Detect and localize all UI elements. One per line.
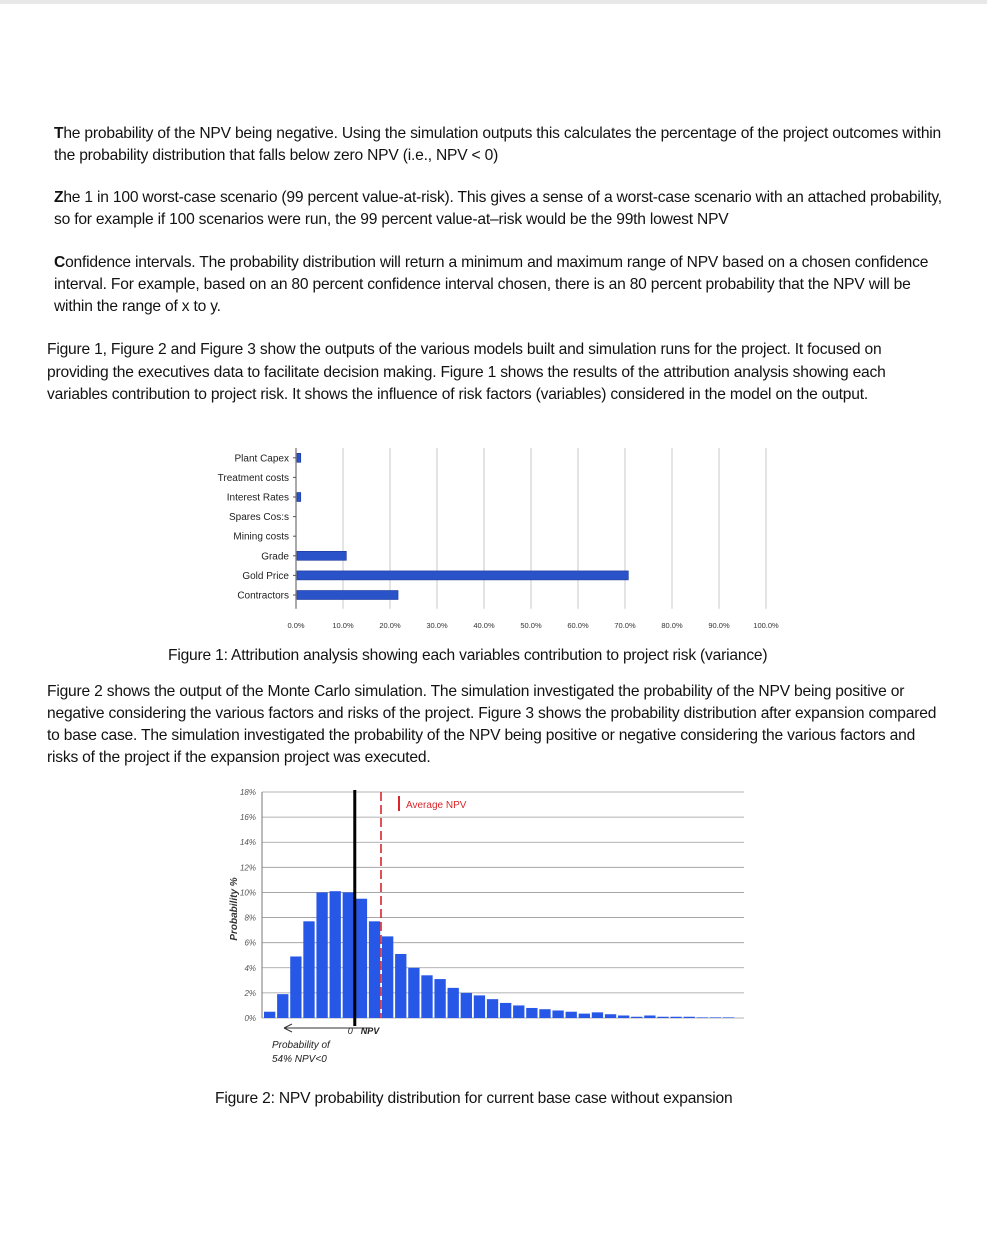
histogram-bar xyxy=(631,1017,642,1018)
bar-plant-capex xyxy=(297,453,301,462)
category-label: Spares Cos:s xyxy=(228,512,289,524)
annotation-line-1: Probability of xyxy=(272,1040,330,1051)
bullet-1-marker: T xyxy=(54,125,64,142)
histogram-bar xyxy=(697,1017,708,1018)
histogram-bar xyxy=(644,1015,655,1018)
y-tick-label: 8% xyxy=(244,913,256,923)
zero-label: 0 xyxy=(347,1026,353,1036)
y-tick-label: 6% xyxy=(244,938,256,948)
y-tick-label: 18% xyxy=(239,788,256,797)
category-label: Plant Capex xyxy=(234,453,289,465)
bullet-1 xyxy=(54,123,944,167)
y-tick-label: 14% xyxy=(239,838,256,848)
x-tick-label: 0.0% xyxy=(287,620,305,630)
bar-contractors xyxy=(297,591,398,600)
x-tick-label: 10.0% xyxy=(332,620,354,630)
x-tick-label: 30.0% xyxy=(426,620,448,630)
histogram-bar xyxy=(303,921,314,1018)
histogram-bar xyxy=(513,1005,524,1018)
histogram-bar xyxy=(290,956,301,1018)
x-tick-label: 100.0% xyxy=(753,620,779,630)
histogram-bar xyxy=(395,954,406,1018)
x-tick-label: 70.0% xyxy=(614,620,636,630)
histogram-bar xyxy=(657,1017,668,1018)
y-axis-label: Probability % xyxy=(229,877,240,941)
histogram-bar xyxy=(264,1012,275,1018)
x-tick-label: 20.0% xyxy=(379,620,401,630)
y-tick-label: 0% xyxy=(244,1014,256,1023)
bar-gold-price xyxy=(297,571,628,580)
histogram-bar xyxy=(723,1017,734,1018)
bullet-2-text: he 1 in 100 worst-case scenario (99 percent value-at-risk). This gives a sense of a worst-case scenario with an attached probability, so for example if 100 scenarios were run, the 99 percent value-at–risk would be the 99th lowest NPV xyxy=(54,189,942,228)
histogram-bar xyxy=(474,995,485,1018)
npv-label: NPV xyxy=(360,1026,380,1036)
y-tick-label: 4% xyxy=(244,963,256,973)
bullet-2-marker: Z xyxy=(54,189,64,206)
y-tick-label: 12% xyxy=(239,863,256,873)
histogram-bar xyxy=(382,936,393,1018)
histogram-bar xyxy=(592,1012,603,1018)
bullet-1-text: he probability of the NPV being negative. Using the simulation outputs this calculates the percentage of the project outcomes within the probability distribution that falls below zero NPV (i.e., NPV < 0) xyxy=(54,125,942,164)
histogram-bar xyxy=(579,1014,590,1018)
paragraph-1: Figure 1, Figure 2 and Figure 3 show the outputs of the various models built and simulation runs for the project. It focused on providing the executives data to facilitate decision making. Figure 1 shows the results of the attribution analysis showing each variables contribution to project risk. It shows the influence of risk factors (variables) considered in the model on the output. xyxy=(47,341,886,403)
histogram-bar xyxy=(434,979,445,1018)
category-label: Mining costs xyxy=(233,531,289,543)
histogram-bar xyxy=(461,993,472,1018)
histogram-bar xyxy=(566,1012,577,1018)
histogram-bar xyxy=(539,1009,550,1018)
bar-grade xyxy=(297,551,346,560)
page-top-edge xyxy=(0,0,987,4)
histogram-bar xyxy=(356,899,367,1018)
category-label: Gold Price xyxy=(242,570,289,582)
figure-2-npv-distribution-chart xyxy=(222,782,754,1072)
histogram-bar xyxy=(684,1017,695,1018)
histogram-bar xyxy=(618,1015,629,1018)
annotation-line-2: 54% NPV<0 xyxy=(272,1054,327,1065)
histogram-bar xyxy=(369,921,380,1018)
histogram-bar xyxy=(421,975,432,1018)
bullet-3-marker: C xyxy=(54,254,66,271)
histogram-bar xyxy=(710,1017,721,1018)
histogram-bar xyxy=(500,1003,511,1018)
x-tick-label: 90.0% xyxy=(708,620,730,630)
category-label: Contractors xyxy=(237,590,289,602)
category-label: Interest Rates xyxy=(226,492,289,504)
histogram-bar xyxy=(316,892,327,1018)
y-tick-label: 2% xyxy=(244,988,256,998)
histogram-bar xyxy=(487,999,498,1018)
paragraph-2: Figure 2 shows the output of the Monte Carlo simulation. The simulation investigated the probability of the NPV being positive or negative considering the various factors and risks of the project. Figure 3 shows the probability distribution after expansion compared to base case. The simulation investigated the probability of the NPV being positive or negative considering the various factors and risks of the project if the expansion project was executed. xyxy=(47,683,937,766)
y-tick-label: 16% xyxy=(239,813,256,823)
x-tick-label: 50.0% xyxy=(520,620,542,630)
category-label: Grade xyxy=(261,551,289,563)
y-tick-label: 10% xyxy=(239,888,256,898)
figure-1-caption: Figure 1: Attribution analysis showing each variables contribution to project risk (variance) xyxy=(168,647,768,664)
histogram-bar xyxy=(552,1010,563,1018)
histogram-bar xyxy=(670,1017,681,1018)
bullet-3 xyxy=(54,252,944,318)
histogram-bar xyxy=(605,1014,616,1018)
bullet-3-text: onfidence intervals. The probability distribution will return a minimum and maximum range of NPV based on a chosen confidence interval. For example, based on an 80 percent confidence interval chosen, there is an 80 percent probability that the NPV will be within the range of x to y. xyxy=(54,254,929,315)
histogram-bar xyxy=(343,892,354,1018)
x-tick-label: 80.0% xyxy=(661,620,683,630)
histogram-bar xyxy=(277,994,288,1018)
category-label: Treatment costs xyxy=(217,472,289,484)
histogram-bar xyxy=(448,988,459,1018)
bullet-2 xyxy=(54,187,944,231)
x-tick-label: 40.0% xyxy=(473,620,495,630)
bar-interest-rates xyxy=(297,493,301,502)
figure-1-attribution-chart xyxy=(195,440,779,635)
figure-2-caption: Figure 2: NPV probability distribution for current base case without expansion xyxy=(215,1090,733,1107)
histogram-bar xyxy=(408,968,419,1018)
histogram-bar xyxy=(526,1008,537,1018)
histogram-bar xyxy=(330,891,341,1018)
x-tick-label: 60.0% xyxy=(567,620,589,630)
legend-average-label: Average NPV xyxy=(406,800,467,811)
